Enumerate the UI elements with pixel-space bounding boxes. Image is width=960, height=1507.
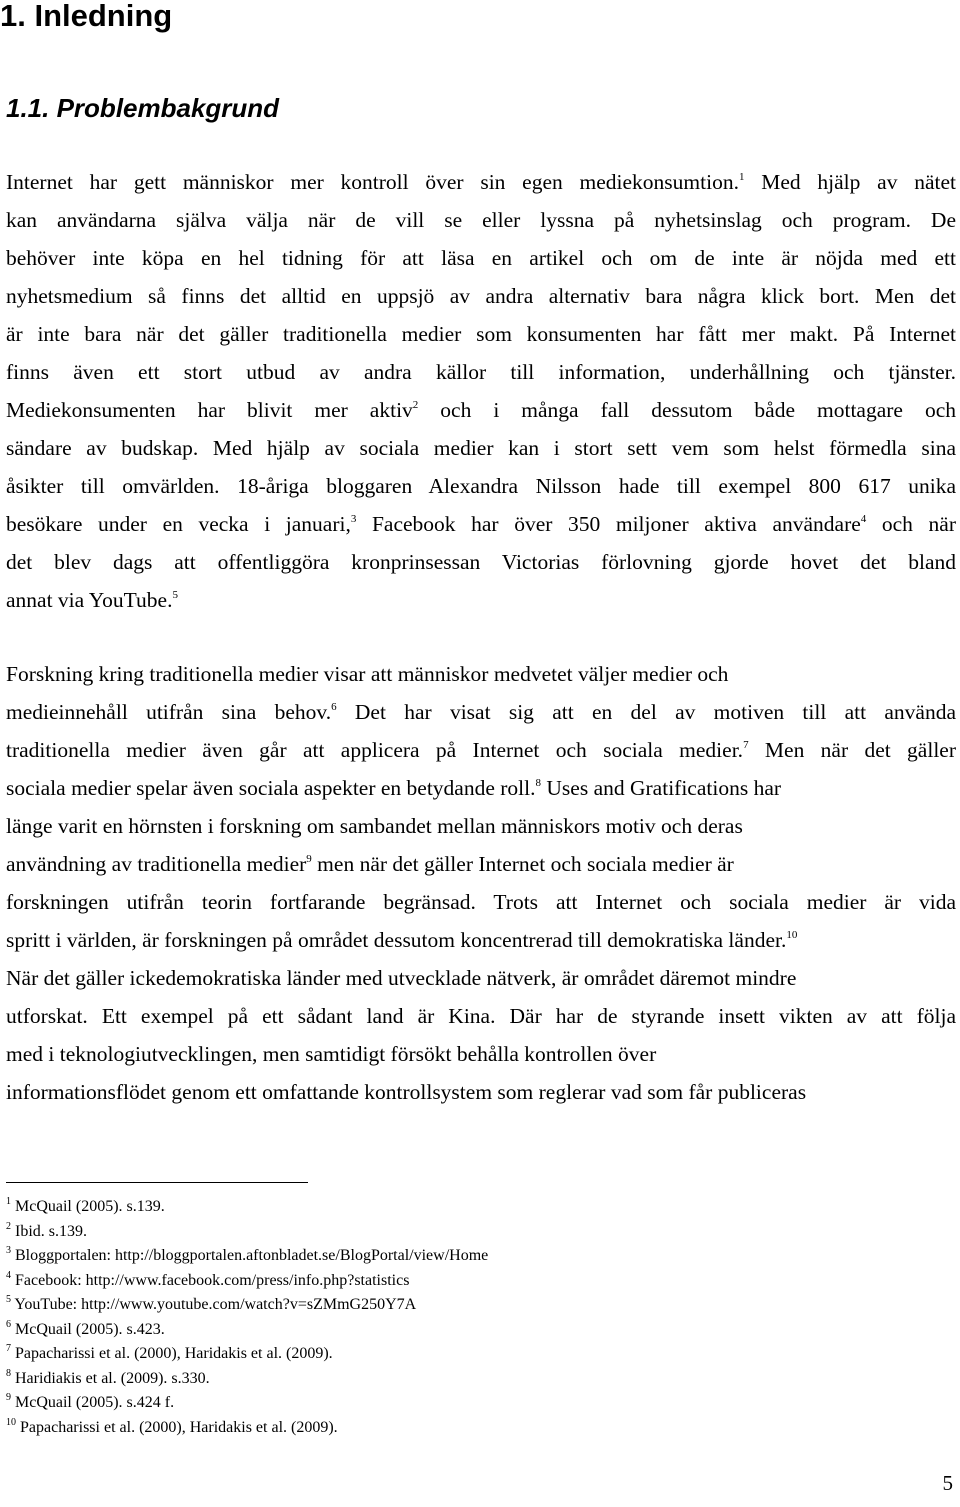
text-line: finns även ett stort utbud av andra källor till information, underhållning och tjänster. <box>6 360 956 384</box>
page-number: 5 <box>942 1471 953 1495</box>
text-line: kan användarna själva välja när de vill se eller lyssna på nyhetsinslag och program. De <box>6 208 956 232</box>
text-line: spritt i världen, är forskningen på området dessutom koncentrerad till demokratiska länder.$^{10}$ <box>6 928 798 952</box>
text-line: länge varit en hörnsten i forskning om sambandet mellan människors motiv och deras <box>6 814 743 838</box>
chapter-heading: 1. Inledning <box>0 0 173 33</box>
text-line: Forskning kring traditionella medier visar att människor medvetet väljer medier och <box>6 662 729 686</box>
footnote-ref: 3 <box>350 513 357 525</box>
text-line: användning av traditionella medier$^9$ men när det gäller Internet och sociala medier är <box>6 852 734 876</box>
footnote-ref: 6 <box>331 701 337 713</box>
footnote: $^5$ YouTube: http://www.youtube.com/watch?v=sZMmG250Y7A <box>6 1294 417 1313</box>
text-line: forskningen utifrån teorin fortfarande begränsad. Trots att Internet och sociala medier är vida <box>6 890 956 914</box>
text-line: Internet har gett människor mer kontroll över sin egen mediekonsumtion.$^1$ Med hjälp av nätet <box>6 170 956 194</box>
text-line: sociala medier spelar även sociala aspekter en betydande roll.$^8$ Uses and Gratifications har <box>6 776 782 800</box>
footnote-ref: 9 <box>306 853 312 865</box>
text-line: åsikter till omvärlden. 18-åriga bloggaren Alexandra Nilsson hade till exempel 800 617 unika <box>6 474 956 498</box>
footnote-ref: 5 <box>172 589 178 601</box>
footnote: $^{10}$ Papacharissi et al. (2000), Haridakis et al. (2009). <box>6 1416 338 1436</box>
text-line: informationsflödet genom ett omfattande kontrollsystem som reglerar vad som får publiceras <box>6 1080 807 1104</box>
footnote: $^6$ McQuail (2005). s.423. <box>6 1318 165 1338</box>
footnote: $^7$ Papacharissi et al. (2000), Haridakis et al. (2009). <box>6 1343 333 1362</box>
footnote: $^3$ Bloggportalen: http://bloggportalen.aftonbladet.se/BlogPortal/view/Home <box>6 1245 489 1264</box>
text-line: med i teknologiutvecklingen, men samtidigt försökt behålla kontrollen över <box>6 1042 657 1066</box>
text-line: utforskat. Ett exempel på ett sådant land är Kina. Där har de styrande insett vikten av att följa <box>6 1004 956 1028</box>
text-line: annat via YouTube.$^5$ <box>6 588 178 612</box>
section-heading: 1.1. Problembakgrund <box>6 93 280 123</box>
footnote: $^1$ McQuail (2005). s.139. <box>6 1196 165 1215</box>
footnote-ref: 8 <box>535 777 542 789</box>
text-line: traditionella medier även går att applicera på Internet och sociala medier.$^7$ Men när det gäller <box>6 738 956 762</box>
text-line: besökare under en vecka i januari,$^3$ Facebook har över 350 miljoner aktiva användare$^4$ och när <box>6 512 956 536</box>
paragraph-2 <box>6 655 956 1111</box>
text-line: behöver inte köpa en hel tidning för att läsa en artikel och om de inte är nöjda med ett <box>6 246 956 270</box>
footnote-ref: 10 <box>786 929 798 941</box>
footnote-separator <box>6 1182 308 1183</box>
text-line: nyhetsmedium så finns det alltid en uppsjö av andra alternativ bara några klick bort. Men det <box>6 284 956 308</box>
footnote-ref: 4 <box>860 513 867 525</box>
text-line: är inte bara när det gäller traditionella medier som konsumenten har fått mer makt. På Internet <box>6 322 956 346</box>
footnote: $^8$ Haridiakis et al. (2009). s.330. <box>6 1367 210 1387</box>
footnote: $^4$ Facebook: http://www.facebook.com/press/info.php?statistics <box>6 1269 410 1289</box>
text-line: sändare av budskap. Med hjälp av sociala medier kan i stort sett vem som helst förmedla sina <box>6 436 956 460</box>
footnote-ref: 1 <box>738 171 745 183</box>
footnote-ref: 2 <box>412 399 419 411</box>
footnote: $^9$ McQuail (2005). s.424 f. <box>6 1392 175 1411</box>
text-line: det blev dags att offentliggöra kronprinsessan Victorias förlovning gjorde hovet det bland <box>6 550 956 574</box>
text-line: När det gäller ickedemokratiska länder med utvecklade nätverk, är området däremot mindre <box>6 966 797 990</box>
text-line: Mediekonsumenten har blivit mer aktiv$^2$ och i många fall dessutom både mottagare och <box>6 398 956 422</box>
text-line: medieinnehåll utifrån sina behov.$^6$ Det har visat sig att en del av motiven till att använda <box>6 700 956 724</box>
footnote: $^2$ Ibid. s.139. <box>6 1220 87 1240</box>
footnote-ref: 7 <box>743 739 749 751</box>
paragraph-1 <box>6 163 956 619</box>
footnote-list <box>6 1195 906 1440</box>
